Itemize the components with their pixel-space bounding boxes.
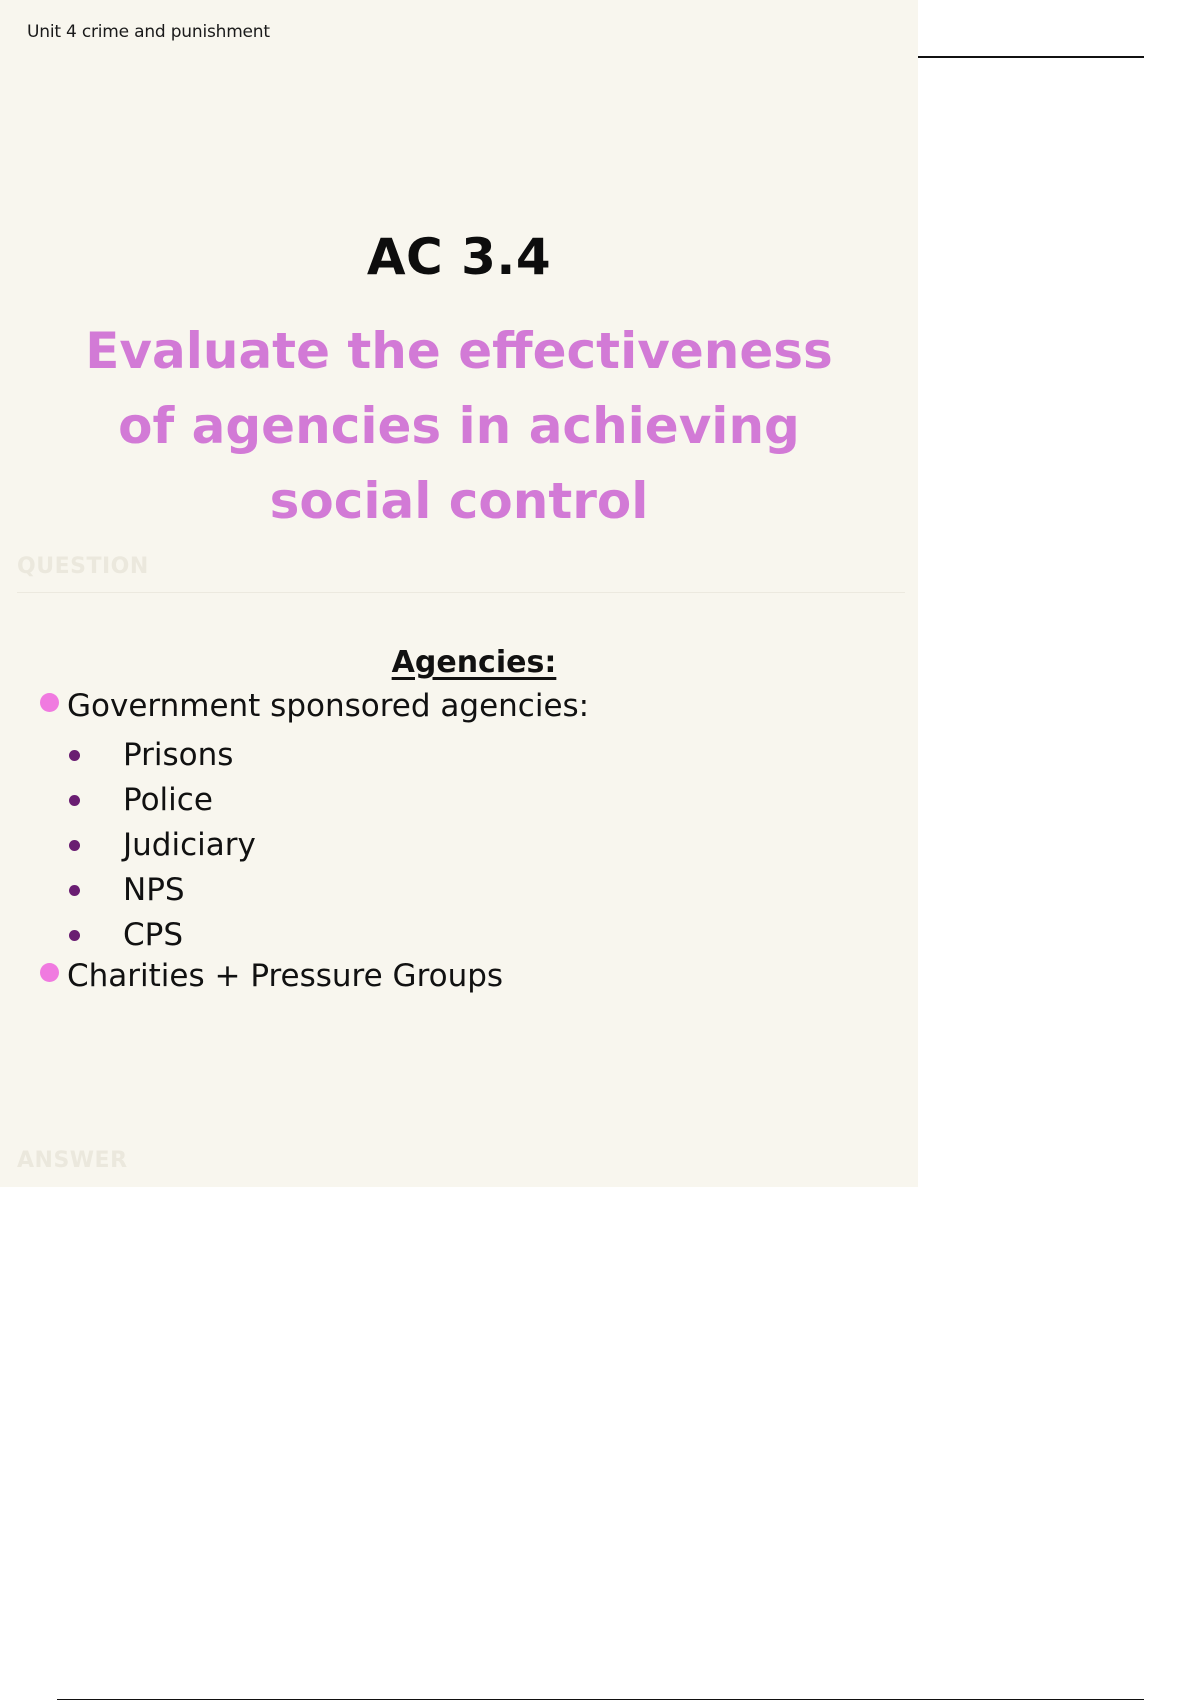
list-item-label: NPS <box>123 872 185 908</box>
bullet-icon <box>69 795 80 806</box>
section-divider <box>17 592 905 593</box>
unit-label: Unit 4 crime and punishment <box>27 22 270 42</box>
agency-group-government <box>40 688 589 724</box>
answer-section-label: ANSWER <box>17 1148 128 1173</box>
header-rule <box>918 56 1144 58</box>
list-item-label: Judiciary <box>123 827 256 863</box>
list-item-label: Police <box>123 782 213 818</box>
pink-bullet-icon <box>40 963 59 982</box>
bullet-icon <box>69 840 80 851</box>
list-item-label: CPS <box>123 917 184 953</box>
page-title: AC 3.4 <box>366 228 552 286</box>
bullet-icon <box>69 750 80 761</box>
agencies-heading: Agencies: <box>391 645 557 680</box>
page-subtitle: Evaluate the effectiveness of agencies in achieving social control <box>85 322 833 530</box>
question-section-label: QUESTION <box>17 554 149 579</box>
agency-group-label: Government sponsored agencies: <box>67 688 590 724</box>
list-item-label: Prisons <box>123 737 234 773</box>
bullet-icon <box>69 885 80 896</box>
agency-group-charities <box>40 958 503 994</box>
agency-group-label: Charities + Pressure Groups <box>67 958 504 994</box>
pink-bullet-icon <box>40 693 59 712</box>
bullet-icon <box>69 930 80 941</box>
